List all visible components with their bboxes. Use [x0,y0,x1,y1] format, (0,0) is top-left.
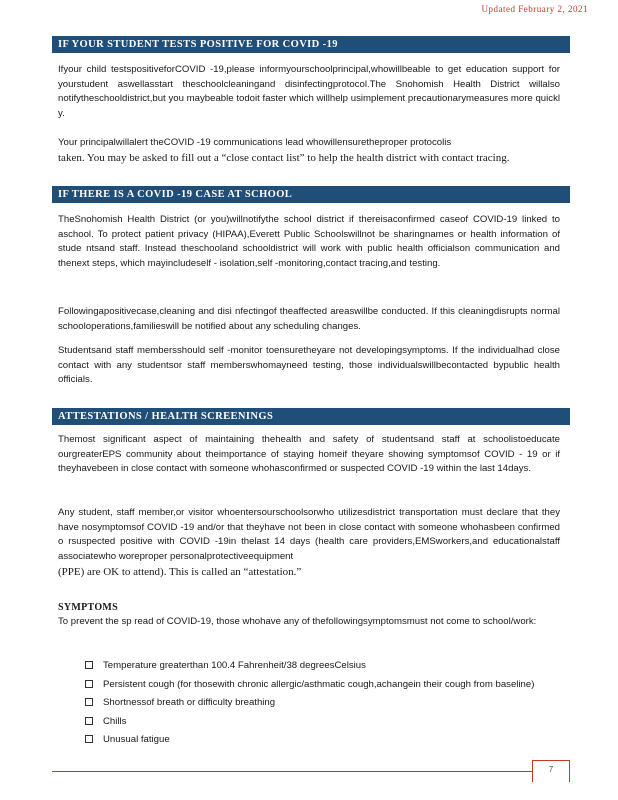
page-number: 7 [532,760,570,782]
checkbox-icon [85,661,93,669]
checkbox-icon [85,735,93,743]
list-item: Temperature greaterthan 100.4 Fahrenheit/38 degreesCelsius [85,659,555,674]
section-header-attestations: ATTESTATIONS / HEALTH SCREENINGS [52,408,570,425]
paragraph: TheSnohomish Health District (or you)willnotifythe school district if thereisaconfirmed caseof COVID-19 linked to aschool. To protect patient privacy (HIPAA),Everett Public Schoolswillnot be sharingnames or health information of stude ntsand staff. Instead theschooland schooldistrict will work with public health officialson communication and thenext steps, which mayincludeself - isolation,self -monitoring,contact tracing,and testing. [58,214,560,269]
paragraph: Your principalwillalert theCOVID -19 communications lead whowillensuretheproper protocolis [58,137,452,148]
paragraph: taken. You may be asked to fill out a “close contact list” to help the health district with contact tracing. [58,152,510,164]
list-item: Shortnessof breath or difficulty breathing [85,696,555,711]
paragraph: (PPE) are OK to attend). This is called an “attestation.” [58,566,302,578]
list-item: Unusual fatigue [85,733,555,748]
symptoms-heading: SYMPTOMS [58,602,118,613]
section-header-case-at-school: IF THERE IS A COVID -19 CASE AT SCHOOL [52,186,570,203]
paragraph: Followingapositivecase,cleaning and disi nfectingof theaffected areaswillbe conducted. If this cleaningdisrupts normal schooloperations,familieswill be notified about any scheduling changes. [58,306,560,332]
section-header-positive: IF YOUR STUDENT TESTS POSITIVE FOR COVID -19 [52,36,570,53]
paragraph: Any student, staff member,or visitor whoentersourschoolsorwho utilizesdistrict transportation must declare that they have nosymptomsof COVID -19 and/or that theyhave not been in close contact with someone whohasbeen confirmed o rsuspected positive with COVID -19in thelast 14 days (health care providers,EMSworkers,and educationalstaff associatewho woreproper personalprotectiveequipment [58,507,560,562]
checkbox-icon [85,698,93,706]
checkbox-icon [85,717,93,725]
updated-date: Updated February 2, 2021 [481,4,588,14]
symptoms-list [85,659,555,752]
paragraph: Ifyour child testspositiveforCOVID -19,please informyourschoolprincipal,whowillbeable to get education support for yourstudent aswellasstart theschoolcleaningand disinfectingprotocol.The Snohomish Health District willalso notifytheschooldistrict,but you maybeable todoit faster which willhelp usimplement precautionarymeasures more quickl y. [58,64,560,119]
list-item: Chills [85,715,555,730]
symptoms-intro: To prevent the sp read of COVID-19, those whohave any of thefollowingsymptomsmust not come to school/work: [58,616,537,627]
paragraph: Studentsand staff membersshould self -monitor toensuretheyare not developingsymptoms. If the individualhad close contact with any studentsor staff memberswhomayneed testing, those individualswillbecontacted bypublic health officials. [58,345,560,385]
paragraph: Themost significant aspect of maintaining thehealth and safety of studentsand staff at schoolistoeducate ourgreaterEPS community about theimportance of staying homeif theyare showing symptomsof COVID - 19 or if theyhavebeen in close contact with someone whohasconfirmed or suspected COVID -19 within the last 14days. [58,434,560,474]
footer-divider [52,771,532,772]
checkbox-icon [85,680,93,688]
list-item: Persistent cough (for thosewith chronic allergic/asthmatic cough,achangein their cough from baseline) [85,678,555,693]
